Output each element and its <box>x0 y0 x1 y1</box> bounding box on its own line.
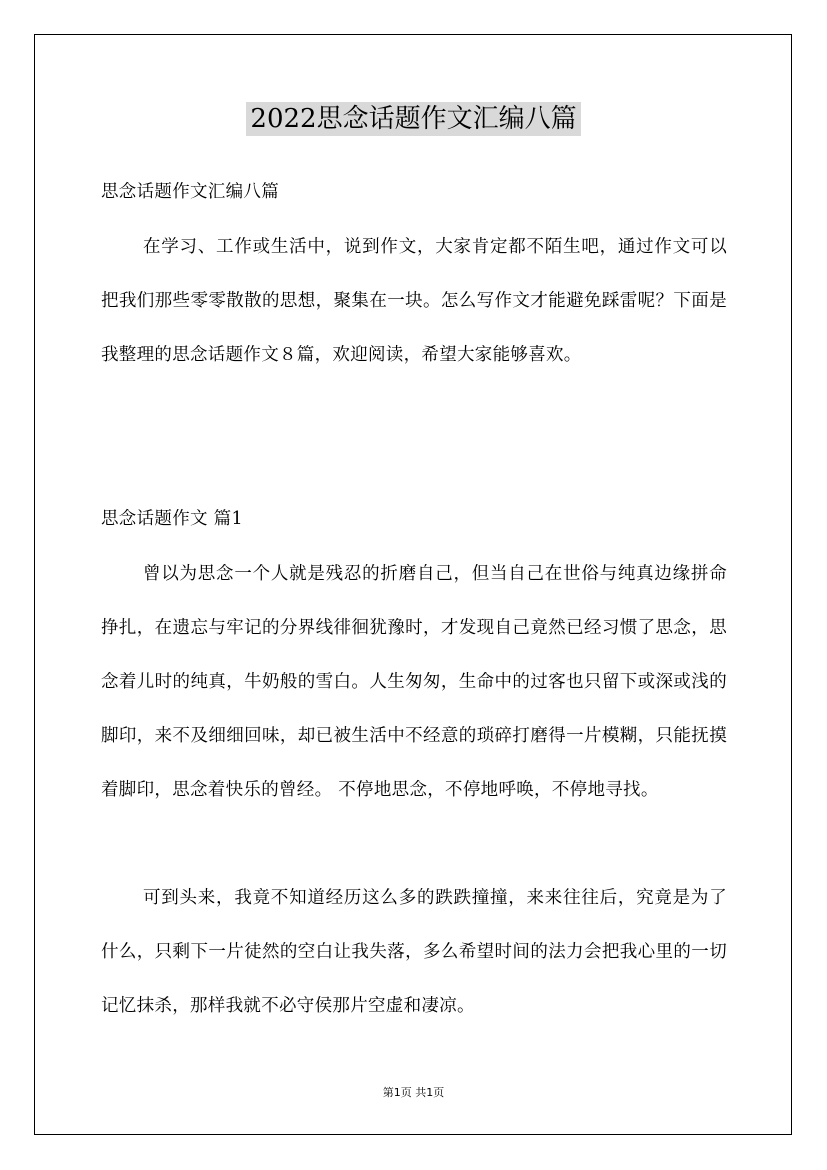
body-paragraph-1: 曾以为思念一个人就是残忍的折磨自己，但当自己在世俗与纯真边缘拼命挣扎，在遗忘与牢记的分界线徘徊犹豫时，才发现自己竟然已经习惯了思念，思念着儿时的纯真，牛奶般的雪白。人生匆匆，生命中的过客也只留下或深或浅的脚印，来不及细细回味，却已被生活中不经意的琐碎打磨得一片模糊，只能抚摸着脚印，思念着快乐的曾经。 不停地思念，不停地呼唤，不停地寻找。 <box>101 564 727 800</box>
intro-paragraph: 在学习、工作或生活中，说到作文，大家肯定都不陌生吧，通过作文可以把我们那些零零散散的思想，聚集在一块。怎么写作文才能避免踩雷呢？下面是我整理的思念话题作文８篇，欢迎阅读，希望大家能够喜欢。 <box>101 237 727 365</box>
document-subtitle: 思念话题作文汇编八篇 <box>101 182 279 202</box>
body-paragraph-2: 可到头来，我竟不知道经历这么多的跌跌撞撞，来来往往后，究竟是为了什么，只剩下一片徒然的空白让我失落，多么希望时间的法力会把我心里的一切记忆抹杀，那样我就不必守侯那片空虚和凄凉。 <box>101 888 727 1016</box>
section-heading: 思念话题作文 篇1 <box>101 509 243 529</box>
page-footer: 第1页 共1页 <box>382 1086 445 1099</box>
document-title-text: 2022思念话题作文汇编八篇 <box>246 102 580 136</box>
document-title <box>0 98 827 135</box>
